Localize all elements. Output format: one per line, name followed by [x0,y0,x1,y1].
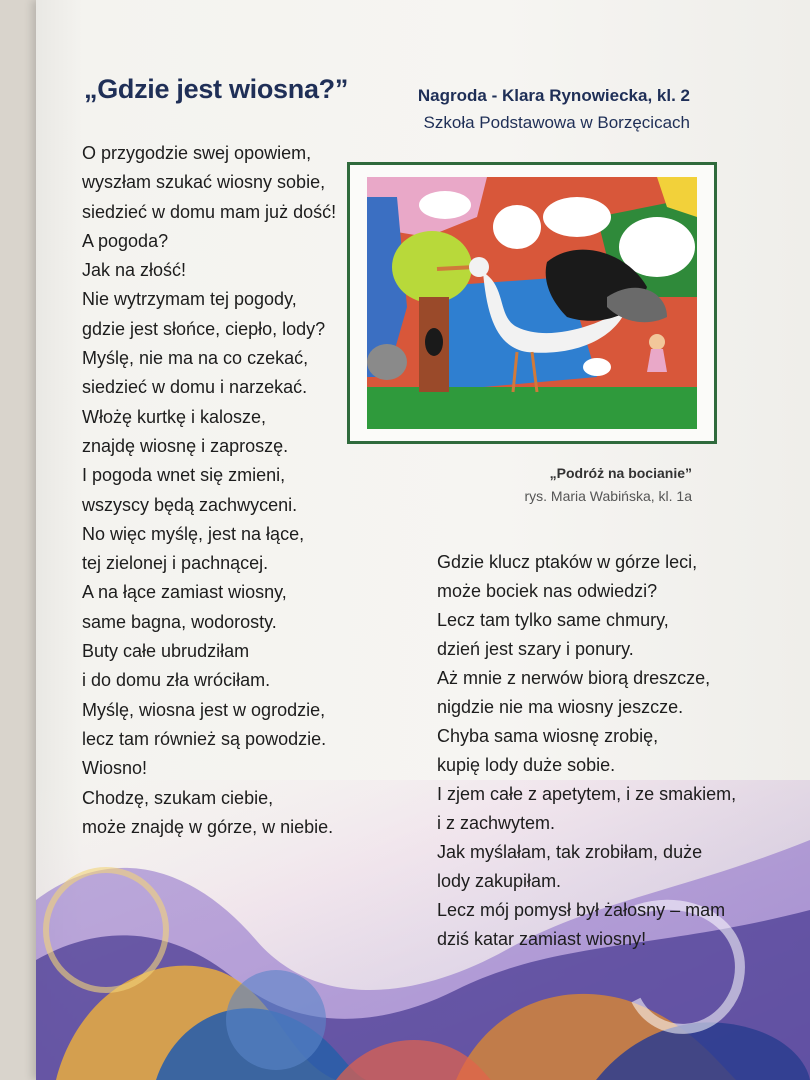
poem-line: wszyscy będą zachwyceni. [82,494,298,515]
poem-line: siedzieć w domu mam już dość! [82,201,337,222]
poem-line: wyszłam szukać wiosny sobie, [82,172,326,193]
poem-line: może znajdę w górze, w niebie. [82,816,334,837]
poem-line: O przygodzie swej opowiem, [82,143,312,163]
poem-line: I zjem całe z apetytem, i ze smakiem, [437,784,737,804]
illustration-author: rys. Maria Wabińska, kl. 1a [524,488,692,504]
poem-line: Buty całe ubrudziłam [82,641,250,662]
poem-line: nigdzie nie ma wiosny jeszcze. [437,697,684,717]
stork-drawing [367,177,697,429]
poem-line: może bociek nas odwiedzi? [437,581,658,601]
poem-line: Lecz tam tylko same chmury, [437,610,669,630]
poem-line: gdzie jest słońce, ciepło, lody? [82,318,326,339]
poem-line: Aż mnie z nerwów biorą dreszcze, [437,668,711,688]
poem-left-column [82,139,336,842]
poem-line: Chyba sama wiosnę zrobię, [437,726,659,746]
poem-line: Chodzę, szukam ciebie, [82,787,274,808]
poem-line: i z zachwytem. [437,813,556,833]
poem-line: Gdzie klucz ptaków w górze leci, [437,552,698,572]
poem-line: Nie wytrzymam tej pogody, [82,289,297,310]
poem-line: A na łące zamiast wiosny, [82,582,287,603]
poem-line: Wiosno! [82,758,148,779]
poem-line: No więc myślę, jest na łące, [82,523,305,544]
poem-line: tej zielonej i pachnącej. [82,553,269,574]
poem-line: Jak na złość! [82,260,187,281]
booklet-page [36,0,810,1080]
poem-line: dzień jest szary i ponury. [437,639,634,659]
poem-line: Myślę, wiosna jest w ogrodzie, [82,699,326,720]
poem-line: i do domu zła wróciłam. [82,670,271,691]
poem-line: Jak myślałam, tak zrobiłam, duże [437,842,703,862]
award-winner: Nagroda - Klara Rynowiecka, kl. 2 [417,86,690,105]
poem-title: „Gdzie jest wiosna?” [84,74,349,104]
poem-line: I pogoda wnet się zmieni, [82,465,286,486]
poem-line: Lecz mój pomysł był żałosny – mam [437,900,726,920]
poem-line: Włożę kurtkę i kalosze, [82,406,267,427]
poem-line: dziś katar zamiast wiosny! [437,929,647,949]
poem-line: znajdę wiosnę i zaproszę. [82,435,289,456]
poem-line: Myślę, nie ma na co czekać, [82,348,309,369]
illustration-title: „Podróż na bocianie” [549,465,692,481]
award-info [418,82,690,136]
poem-line: A pogoda? [82,230,169,251]
illustration-caption [524,462,692,508]
poem-right-column [437,548,736,954]
school-name: Szkoła Podstawowa w Borzęcicach [423,113,690,132]
poem-line: kupię lody duże sobie. [437,755,616,775]
poem-line: same bagna, wodorosty. [82,611,277,632]
poem-line: lecz tam również są powodzie. [82,728,327,749]
poem-line: lody zakupiłam. [437,871,562,891]
poem-line: siedzieć w domu i narzekać. [82,377,308,398]
illustration-frame [347,162,717,444]
